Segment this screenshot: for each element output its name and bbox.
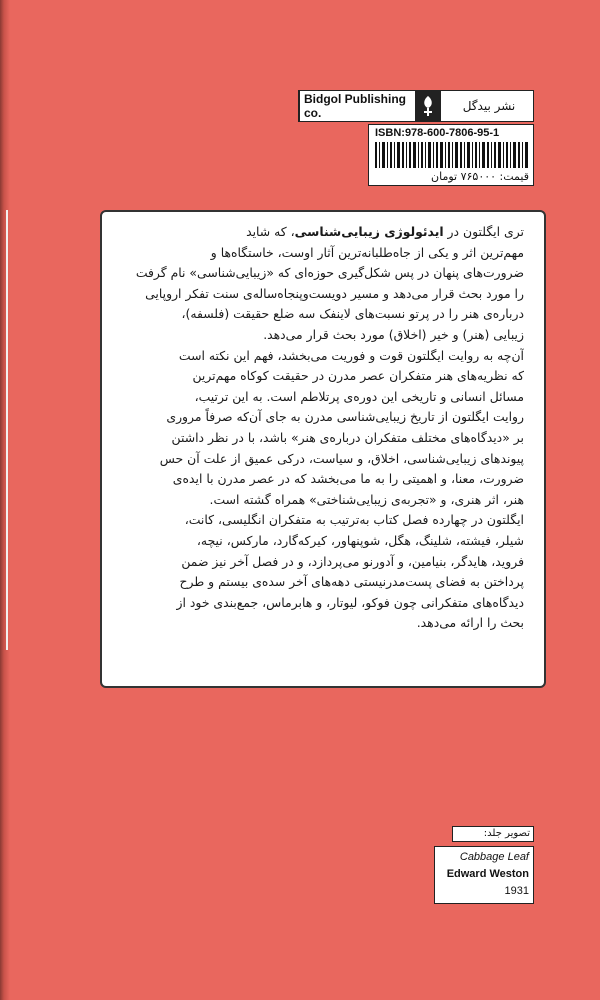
description-line: ایگلتون در چهارده فصل کتاب به‌ترتیب به متفکران انگلیسی، کانت، xyxy=(184,512,524,528)
description-line: بحث را ارائه می‌دهد. xyxy=(416,615,524,631)
description-panel xyxy=(100,210,546,688)
publisher-name-fa: نشر بیدگل xyxy=(462,99,516,113)
description-line: پیوندهای زیبایی‌شناسی، اخلاق، و سیاست، درکی عمیق از علت آن حس xyxy=(159,450,524,466)
cover-artwork-title: Cabbage Leaf xyxy=(459,851,529,863)
price-label: قیمت: ۷۶۵۰۰۰ تومان xyxy=(431,170,529,183)
description-line: تری ایگلتون در ایدئولوژی زیبایی‌شناسی، که شاید xyxy=(246,224,524,239)
spine-divider-line xyxy=(6,210,8,650)
cover-credit-label: تصویر جلد: xyxy=(452,826,534,842)
description-line: ضرورت‌های پنهان در پس شکل‌گیری حوزه‌ای که «زیبایی‌شناسی» نام گرفت xyxy=(135,265,524,281)
cover-artist-name: Edward Weston xyxy=(446,868,529,880)
publisher-name-en: Bidgol Publishing co. xyxy=(299,91,411,121)
book-spine-edge xyxy=(0,0,10,1000)
description-line: درباره‌ی هنر را در پرتو نسبت‌های لاینفک سه ضلع حقیقت (فلسفه)، xyxy=(181,306,524,322)
description-line: مسائل انسانی و تاریخی این دوره‌ی پرتلاطم است. به این ترتیب، xyxy=(194,388,524,404)
publisher-logo-strip xyxy=(298,90,534,122)
cover-artwork-year: 1931 xyxy=(504,885,529,897)
description-line: آن‌چه به روایت ایگلتون قوت و فوریت می‌بخشد، فهم این نکته است xyxy=(178,347,524,363)
barcode-bars xyxy=(375,142,529,168)
description-line: را مورد بحث قرار می‌دهد و مسیر دویست‌وپنجاه‌ساله‌ی سنت تفکر اروپایی xyxy=(145,285,524,301)
description-line: روایت ایگلتون از تاریخ زیبایی‌شناسی مدرن به جای آن‌که صرفاً مروری xyxy=(166,409,524,425)
cover-credit-box xyxy=(434,846,534,904)
description-line: فروید، هایدگر، بنیامین، و آدورنو می‌پردازد، و در فصل آخر نیز ضمن xyxy=(181,553,524,569)
description-line: شیلر، فیشته، شلینگ، هگل، شوپنهاور، کیرکه‌گارد، مارکس، نیچه، xyxy=(196,532,524,548)
description-line: زیبایی (هنر) و خیر (اخلاق) مورد بحث قرار می‌دهد. xyxy=(263,326,524,342)
description-line: هنر، اثر هنری، و «تجربه‌ی زیبایی‌شناختی» همراه گشته است. xyxy=(209,491,524,507)
description-line: که نظریه‌های هنر متفکران عصر مدرن در حقیقت کوکاه مهم‌ترین xyxy=(192,368,524,384)
description-text xyxy=(120,222,524,634)
description-line: دیدگاه‌های متفکرانی چون فوکو، لیوتار، و هابرماس، جمع‌بندی خود از xyxy=(176,594,524,610)
description-line: ضرورت، معنا، و اهمیتی را به ما می‌بخشد که در عصر مدرن با ایده‌ی xyxy=(172,471,524,487)
description-line: بر «دیدگاه‌های مختلف متفکران درباره‌ی هنر» باشد، با در نظر داشتن xyxy=(171,429,524,445)
isbn-number: ISBN:978-600-7806-95-1 xyxy=(375,127,500,139)
description-line: پرداختن به فضای پست‌مدرنیستی دهه‌های آخر سده‌ی بیستم و طرح xyxy=(179,574,524,590)
barcode-block xyxy=(368,124,534,186)
publisher-logo-icon xyxy=(415,91,441,121)
description-line: مهم‌ترین اثر و یکی از جاه‌طلبانه‌ترین آثار اوست، خاستگاه‌ها و xyxy=(210,244,524,260)
